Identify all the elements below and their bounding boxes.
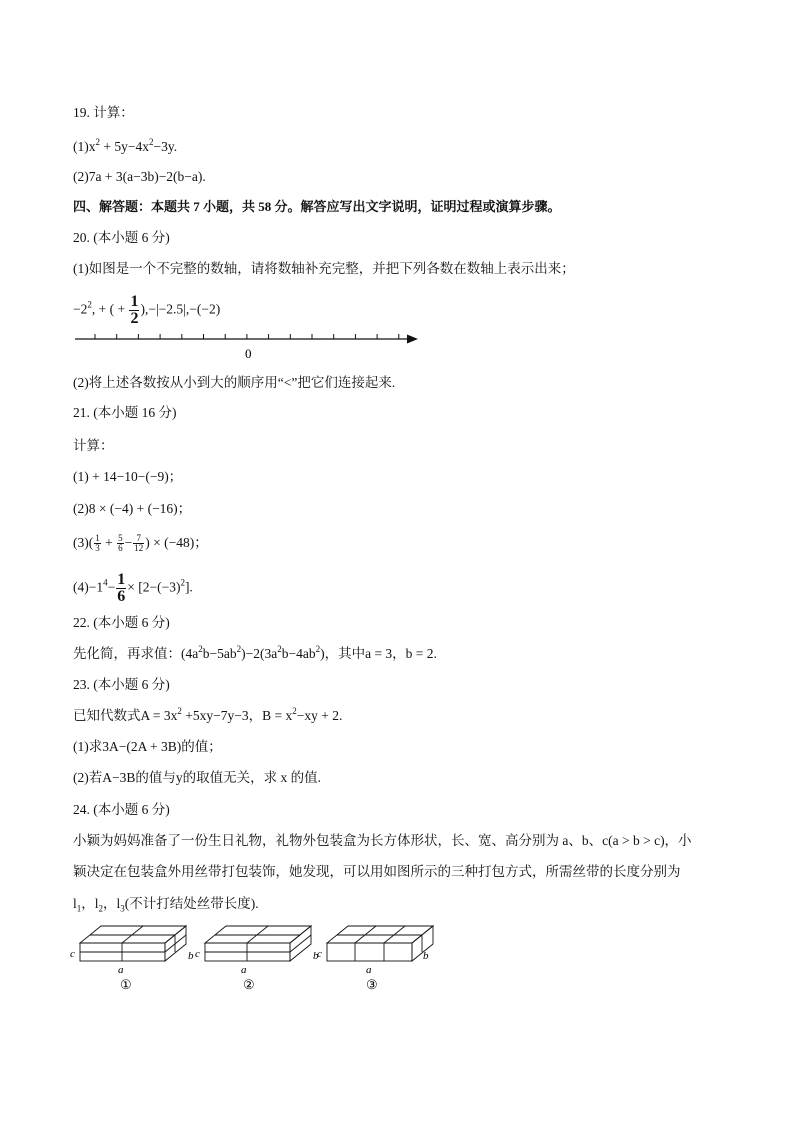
label-c-1: c [70,948,75,960]
q23-text: 已知代数式$A = 3x^2 +5xy-7y-3$，$B = x^2-xy + 2$. [73,706,343,723]
caption-2: ② [243,977,255,992]
label-b-3: b [423,950,429,962]
q19-part2: (2)7a + 3(a−3b)−2(b−a). [73,169,206,184]
q19-title: 19. 计算： [73,105,134,120]
q21-part1: (1) + 14−10−(−9)； [73,469,183,484]
q22-title: 22. (本小题 6 分) [73,615,170,630]
label-a-2: a [241,964,247,976]
label-a-3: a [366,964,372,976]
q21-part4: $(4)-1^4-$ $\frac{1}{6}$ × $[2-(-3)^2]$. [73,571,193,605]
q24-line2: 颖决定在包装盒外用丝带打包装饰，她发现，可以用如图所示的三种打包方式，所需丝带的长度分别为 [73,864,681,879]
box-figure-2 [205,926,311,961]
q21-part2: (2)8 × (−4) + (−16)； [73,501,192,516]
q23-part1: (1)求3A−(2A + 3B)的值； [73,739,222,754]
q19-part1: $(1)x^2 + 5y-4x^2-3y$. [73,137,178,154]
q20-numbers: $-2^2$, + ( + $\frac{1}{2}$ ),−|−2.5|,−(−2) [73,293,221,327]
number-line [73,328,423,364]
box-figure-1 [80,926,186,961]
q20-part1: (1)如图是一个不完整的数轴，请将数轴补充完整，并把下列各数在数轴上表示出来； [73,261,575,276]
q21-title: 21. (本小题 16 分) [73,405,177,420]
q24-title: 24. (本小题 6 分) [73,802,170,817]
caption-3: ③ [366,977,378,992]
q23-title: 23. (本小题 6 分) [73,677,170,692]
fraction: $\frac{1}{2}$ [130,293,139,327]
q24-line3: $l_1$，$l_2$，$l_3$(不计打结处丝带长度). [73,896,259,914]
label-a-1: a [118,964,124,976]
q21-part3: (3)( $\frac{1}{3}$ + $\frac{5}{6}$ − $\frac{7}{12}$ ) × (−48)； [73,533,208,554]
label-c-3: c [317,948,322,960]
gift-box-figures [68,918,448,996]
q23-part2: (2)若A−3B的值与y的取值无关，求 x 的值. [73,770,321,785]
label-b-1: b [188,950,194,962]
q21-lead: 计算： [73,438,114,453]
q22-text: 先化简，再求值：$(4a^2b-5ab^2)-2(3a^2b-4ab^2)$，其中a = 3，b = 2. [73,644,437,661]
label-b-2: b [313,950,319,962]
q20-part2: (2)将上述各数按从小到大的顺序用“<”把它们连接起来. [73,375,396,390]
label-c-2: c [195,948,200,960]
section-heading: 四、解答题：本题共 7 小题，共 58 分。解答应写出文字说明，证明过程或演算步骤。 [73,199,561,214]
box-figure-3 [327,926,433,961]
q24-line1: 小颖为妈妈准备了一份生日礼物，礼物外包装盒为长方体形状，长、宽、高分别为 a、b、c(a > b > c)，小 [73,833,692,848]
arrow-icon [407,335,418,344]
zero-label: 0 [245,346,252,361]
caption-1: ① [120,977,132,992]
q20-title: 20. (本小题 6 分) [73,230,170,245]
